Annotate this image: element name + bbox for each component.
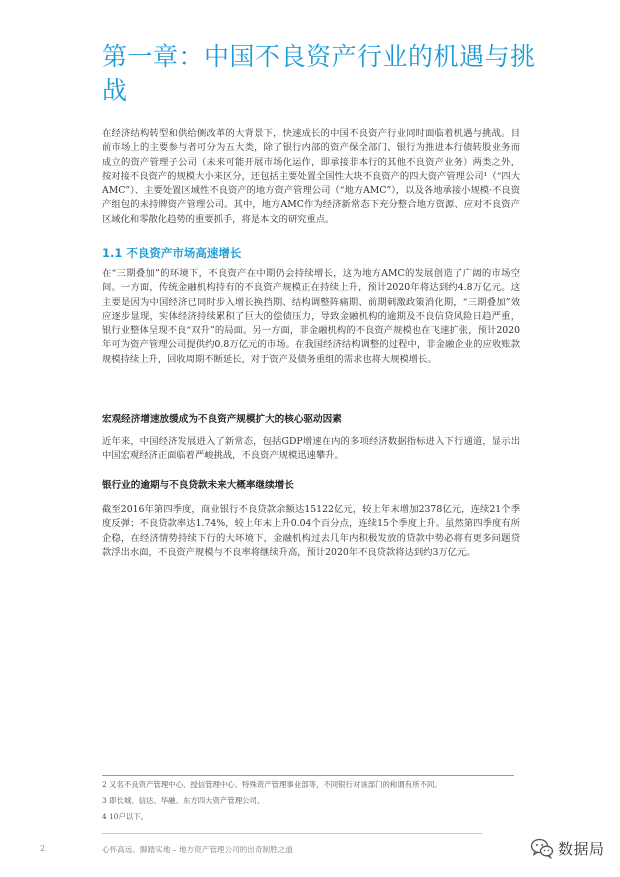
intro-paragraph: 在经济结构转型和供给侧改革的大背景下，快速成长的中国不良资产行业同时面临着机遇与挑战。目前市场上的主要参与者可分为五大类，除了银行内部的资产保全部门、银行为推进本行债转股业务而成立的资产管理子公司（未来可能开展市场化运作，即承接非本行的其他不良资产业务）两类之外，按对接不良资产的规模大小来区分，还包括主要处置全国性大块不良资产的四大资产管理公司¹（“四大AMC”）、主要处置区域性不良资产的地方资产管理公司（“地方AMC”），以及各地承接小规模·不良资产组包的未持牌资产管理公司。其中，地方AMC作为经济新常态下充分整合地方资源、应对不良资产区域化和零散化趋势的重要抓手，将是本文的研究重点。 bbox=[102, 128, 520, 225]
footnote-2: 2 又名不良资产管理中心、授信管理中心、特殊资产管理事业部等，不同银行对该部门的称谓有所不同。 bbox=[102, 780, 442, 789]
paragraph-banking: 截至2016年第四季度，商业银行不良贷款余额达15122亿元，较上年末增加2378亿元，连续21个季度反弹；不良贷款率达1.74%，较上年末上升0.04个百分点，连续15个季度上升。虽然第四季度有所企稳，在经济情势持续下行的大环境下，金融机构过去几年内积极发放的贷款中势必将有更多问题贷款浮出水面，不良资产规模与不良率将继续升高，预计2020年不良贷款将达到约3万亿元。 bbox=[102, 504, 520, 558]
wechat-icon bbox=[530, 837, 554, 859]
footnote-divider bbox=[102, 775, 514, 776]
paragraph-macro: 近年来，中国经济发展进入了新常态，包括GDP增速在内的多项经济数据指标进入下行通道，显示出中国宏观经济正面临着严峻挑战，不良资产规模迅速攀升。 bbox=[102, 436, 520, 462]
section-heading: 1.1 不良资产市场高速增长 bbox=[102, 246, 242, 260]
watermark-text: 数据局 bbox=[558, 839, 605, 858]
footnote-3: 3 即长城、信达、华融、东方四大资产管理公司。 bbox=[102, 796, 265, 805]
footer-divider bbox=[102, 833, 482, 834]
watermark bbox=[530, 836, 605, 860]
chapter-title: 第一章：中国不良资产行业的机遇与挑战 bbox=[102, 42, 536, 105]
sub-heading-banking: 银行业的逾期与不良贷款未来大概率继续增长 bbox=[102, 480, 294, 491]
section-paragraph: 在“三期叠加”的环境下，不良资产在中期仍会持续增长，这为地方AMC的发展创造了广阔的市场空间。一方面，传统金融机构持有的不良资产规模正在持续上升，预计2020年将达到约4.8万亿元。这主要是因为中国经济已同时步入增长换挡期、结构调整阵痛期、前期刺激政策消化期，“三期叠加”效应逐步显现，实体经济持续累积了巨大的偿债压力，导致金融机构的逾期及不良信贷风险日趋严重，银行业整体呈现不良“双升”的局面。另一方面，非金融机构的不良资产规模也在飞速扩张，预计2020年可为资产管理公司提供约0.8万亿元的市场。在我国经济结构调整的过程中，非金融企业的应收账款规模持续上升，回收周期不断延长，对于资产及债务重组的需求也将大规模增长。 bbox=[102, 268, 520, 365]
running-footer: 心怀高远、脚踏实地 – 地方资产管理公司的出奇制胜之道 bbox=[102, 845, 293, 854]
sub-heading-macro: 宏观经济增速放缓成为不良资产规模扩大的核心驱动因素 bbox=[102, 414, 342, 425]
page-number: 2 bbox=[40, 844, 46, 853]
footnote-4: 4 10户以下。 bbox=[102, 812, 149, 821]
